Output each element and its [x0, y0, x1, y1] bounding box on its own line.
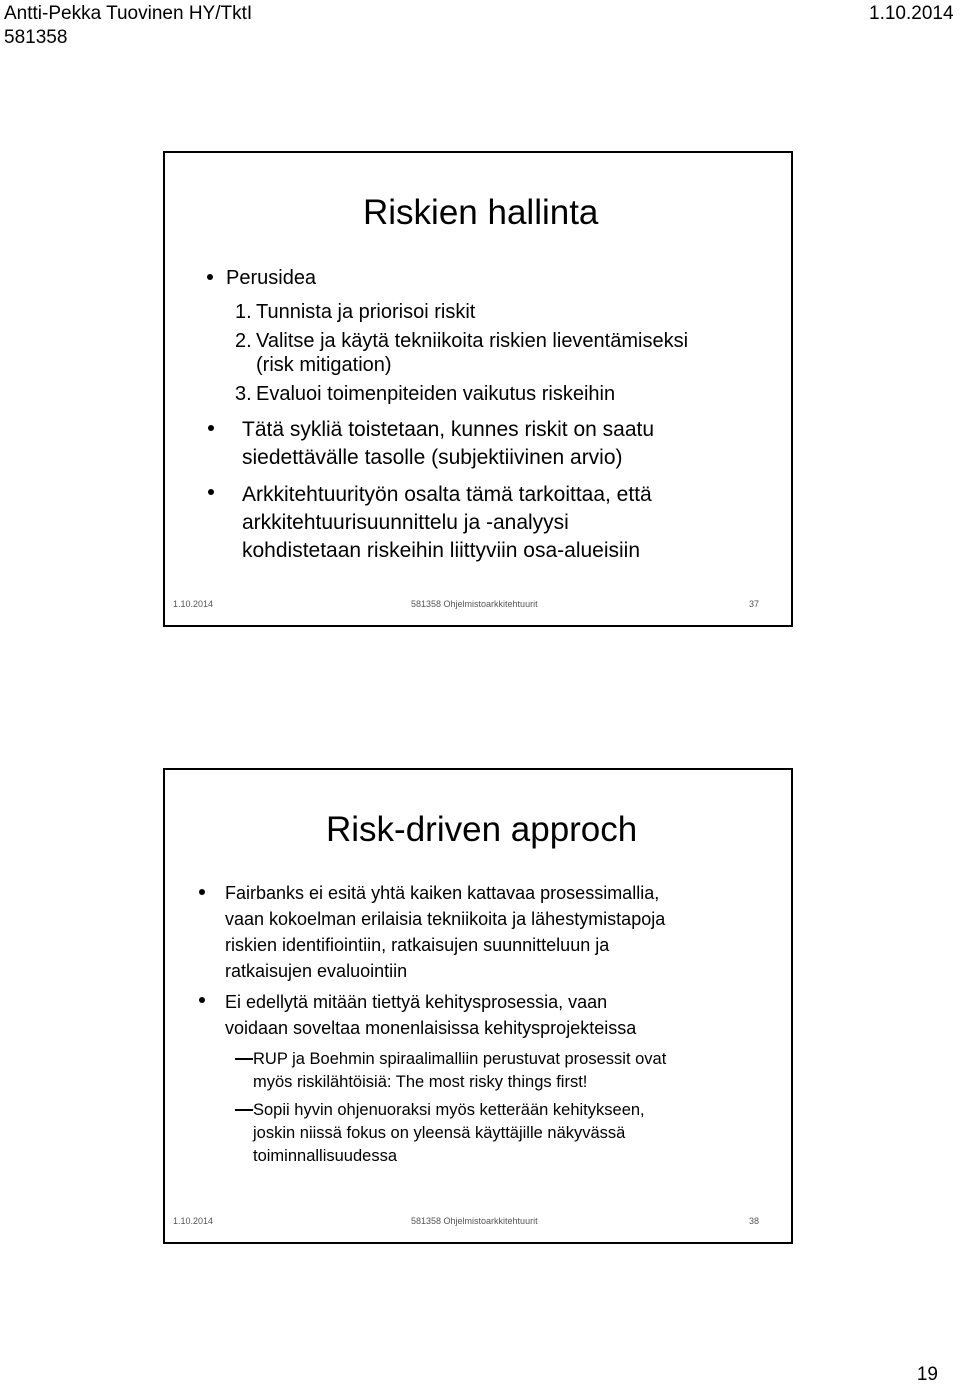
bullet-icon [199, 889, 205, 895]
bullet-line: arkkitehtuurisuunnittelu ja -analyysi [242, 511, 569, 534]
dash-icon [235, 1109, 253, 1111]
footer-course: 581358 Ohjelmistoarkkitehtuurit [411, 599, 538, 609]
bullet-line: kohdistetaan riskeihin liittyviin osa-alueisiin [242, 539, 641, 562]
bullet-icon [207, 274, 213, 280]
footer-course: 581358 Ohjelmistoarkkitehtuurit [411, 1216, 538, 1226]
bullet-line: Tätä sykliä toistetaan, kunnes riskit on saatu [242, 418, 655, 441]
header-course-code: 581358 [4, 27, 68, 48]
page-number: 19 [916, 1364, 938, 1385]
step-number: 3. [235, 383, 252, 405]
step-text-continued: (risk mitigation) [256, 354, 392, 376]
dash-icon [235, 1058, 253, 1060]
bullet-line: Arkkitehtuurityön osalta tämä tarkoittaa, että [242, 483, 652, 506]
bullet-line: voidaan soveltaa monenlaisissa kehitysprojekteissa [225, 1018, 637, 1038]
step-number: 2. [235, 330, 252, 352]
footer-date: 1.10.2014 [173, 1216, 214, 1226]
bullet-text-perusidea: Perusidea [226, 267, 317, 289]
bullet-line: siedettävälle tasolle (subjektiivinen arvio) [242, 446, 623, 469]
slide-38 [163, 768, 793, 1244]
sub-bullet-line: toiminnallisuudessa [253, 1147, 397, 1165]
bullet-icon [208, 425, 214, 431]
sub-bullet-line: joskin niissä fokus on yleensä käyttäjille näkyvässä [253, 1124, 626, 1142]
bullet-line: vaan kokoelman erilaisia tekniikoita ja lähestymistapoja [225, 909, 666, 929]
bullet-icon [199, 997, 205, 1003]
header-author: Antti-Pekka Tuovinen HY/TktI [4, 3, 253, 24]
bullet-line: ratkaisujen evaluointiin [225, 961, 408, 981]
footer-slide-number: 37 [749, 599, 760, 609]
step-number: 1. [235, 301, 252, 323]
sub-bullet-line: myös riskilähtöisiä: The most risky things first! [253, 1073, 588, 1091]
sub-bullet-line: Sopii hyvin ohjenuoraksi myös ketterään kehitykseen, [253, 1101, 645, 1119]
bullet-line: Ei edellytä mitään tiettyä kehitysprosessia, vaan [225, 992, 608, 1012]
slide-37 [163, 151, 793, 627]
slide-title: Risk-driven approch [326, 810, 638, 849]
step-text: Evaluoi toimenpiteiden vaikutus riskeihin [256, 383, 616, 405]
slide-title: Riskien hallinta [363, 193, 599, 232]
footer-slide-number: 38 [749, 1216, 760, 1226]
sub-bullet-line: RUP ja Boehmin spiraalimalliin perustuvat prosessit ovat [253, 1050, 667, 1068]
bullet-line: Fairbanks ei esitä yhtä kaiken kattavaa prosessimallia, [225, 883, 660, 903]
step-text: Valitse ja käytä tekniikoita riskien lieventämiseksi [256, 330, 689, 352]
header-date: 1.10.2014 [869, 3, 954, 24]
bullet-icon [208, 489, 214, 495]
step-text: Tunnista ja priorisoi riskit [256, 301, 476, 323]
bullet-line: riskien identifiointiin, ratkaisujen suunnitteluun ja [225, 935, 610, 955]
footer-date: 1.10.2014 [173, 599, 214, 609]
